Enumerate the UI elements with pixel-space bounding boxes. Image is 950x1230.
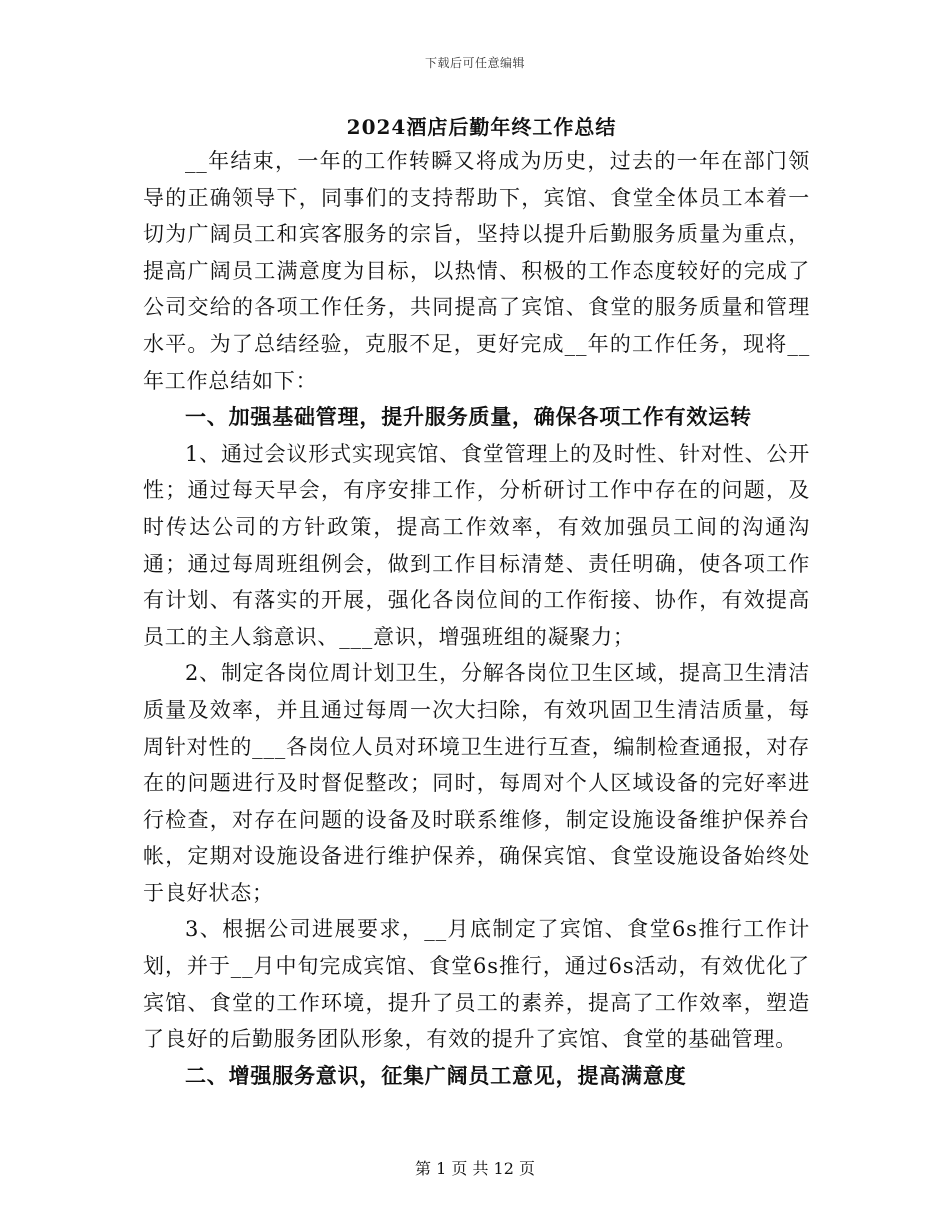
document-title: 2024酒店后勤年终工作总结 — [346, 115, 617, 139]
section-heading-2: 二、增强服务意识，征集广阔员工意见，提高满意度 — [185, 1062, 687, 1088]
page-number: 第 1 页 共 12 页 — [415, 1159, 535, 1178]
list-item-2: 2、制定各岗位周计划卫生，分解各岗位卫生区域，提高卫生清洁质量及效率，并且通过每周一次大扫除，有效巩固卫生清洁质量，每周针对性的___各岗位人员对环境卫生进行互查，编制检查通报，对存在的问题进行及时督促整改；同时，每周对个人区域设备的完好率进行检查，对存在问题的设备及时联系维修，制定设施设备维护保养台帐，定期对设施设备进行维护保养，确保宾馆、食堂设施设备始终处于良好状态； — [143, 661, 810, 905]
list-item-3: 3、根据公司进展要求，__月底制定了宾馆、食堂6s推行工作计划，并于__月中旬完成宾馆、食堂6s推行，通过6s活动，有效优化了宾馆、食堂的工作环境，提升了员工的素养，提高了工作效率，塑造了良好的后勤服务团队形象，有效的提升了宾馆、食堂的基础管理。 — [143, 917, 810, 1052]
document-body — [143, 111, 810, 1094]
list-item-1: 1、通过会议形式实现宾馆、食堂管理上的及时性、针对性、公开性；通过每天早会，有序安排工作，分析研讨工作中存在的问题，及时传达公司的方针政策，提高工作效率，有效加强员工间的沟通沟通；通过每周班组例会，做到工作目标清楚、责任明确，使各项工作有计划、有落实的开展，强化各岗位间的工作衔接、协作，有效提高员工的主人翁意识、___意识，增强班组的凝聚力； — [143, 441, 810, 649]
header-note: 下载后可任意编辑 — [424, 56, 525, 70]
intro-paragraph: __年结束，一年的工作转瞬又将成为历史，过去的一年在部门领导的正确领导下，同事们的支持帮助下，宾馆、食堂全体员工本着一切为广阔员工和宾客服务的宗旨，坚持以提升后勤服务质量为重点，提高广阔员工满意度为目标，以热情、积极的工作态度较好的完成了公司交给的各项工作任务，共同提高了宾馆、食堂的服务质量和管理水平。为了总结经验，克服不足，更好完成__年的工作任务，现将__年工作总结如下： — [143, 149, 810, 393]
section-heading-1: 一、加强基础管理，提升服务质量，确保各项工作有效运转 — [185, 404, 752, 430]
